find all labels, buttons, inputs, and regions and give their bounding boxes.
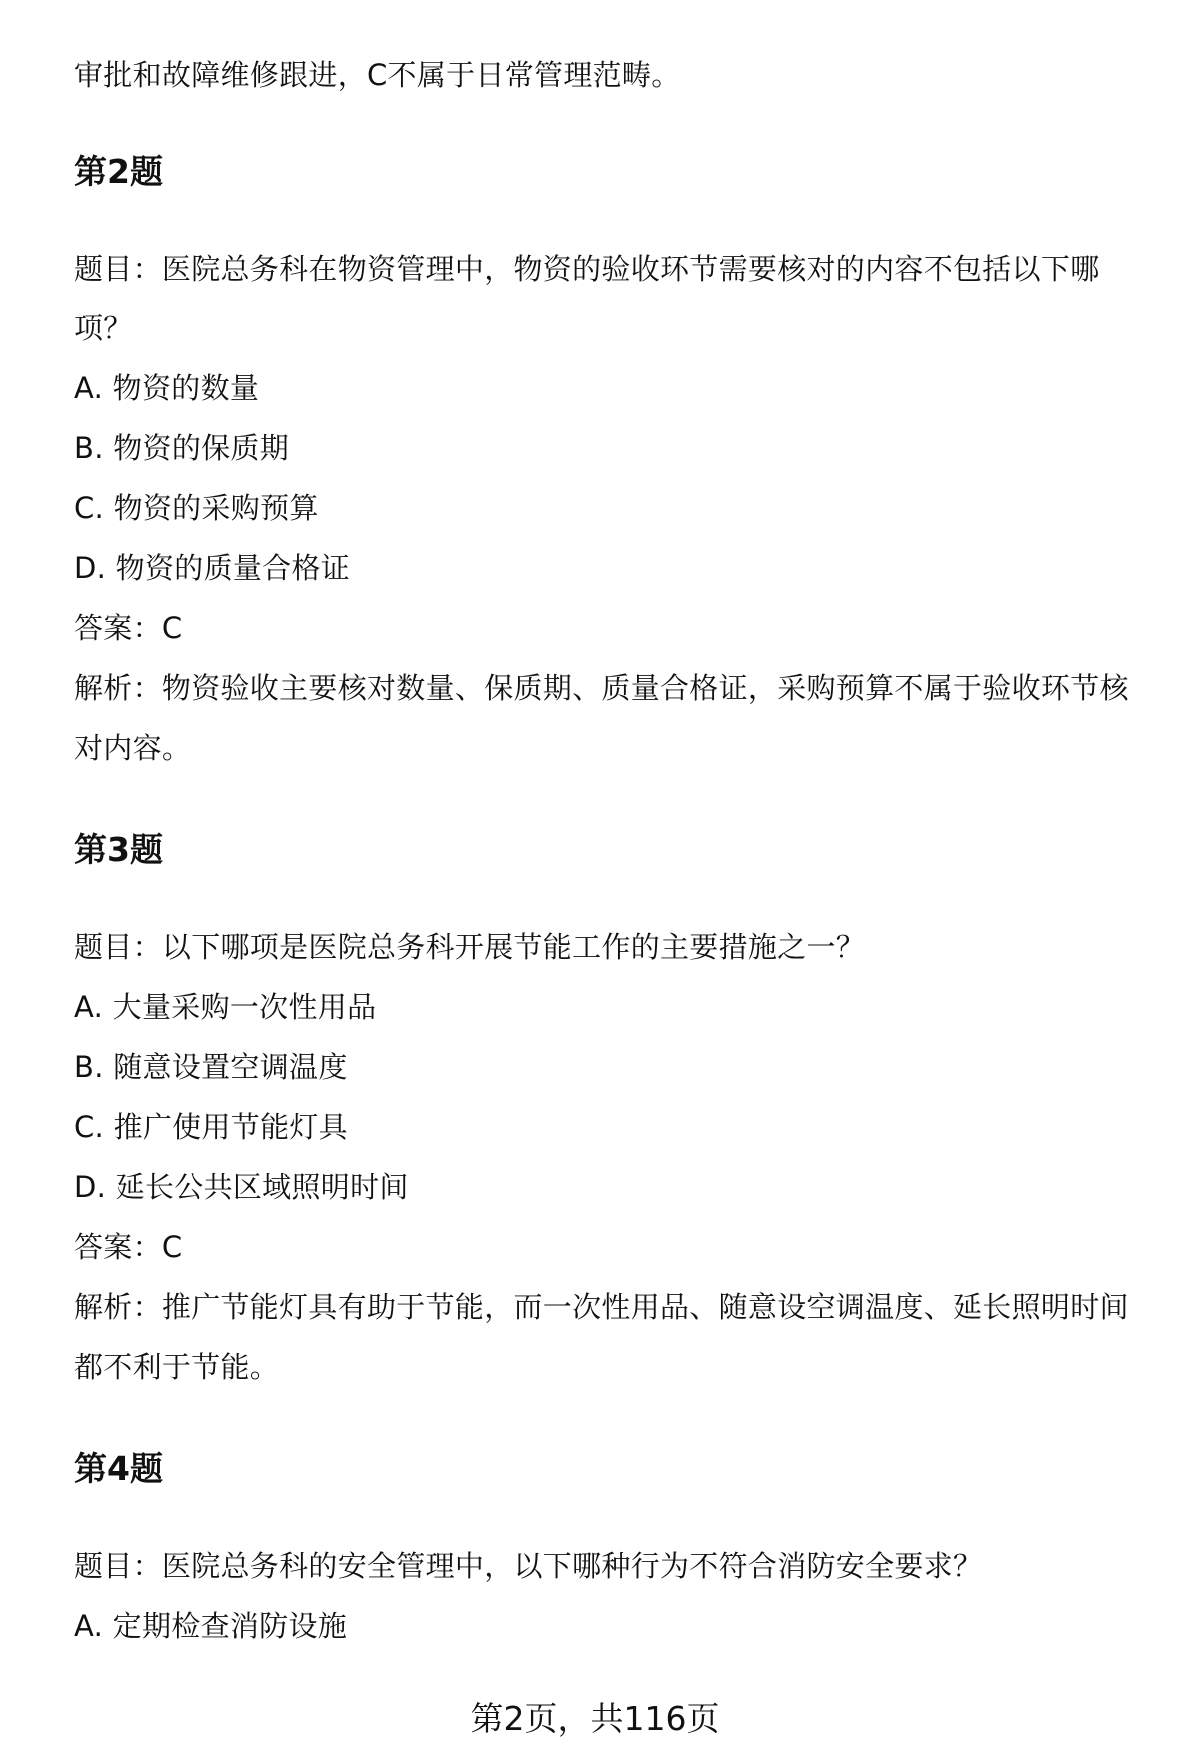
question-3-analysis-line-2: 都不利于节能。 (74, 1350, 280, 1384)
question-4-stem-line-1: 题目：医院总务科的安全管理中，以下哪种行为不符合消防安全要求？ (74, 1549, 983, 1583)
question-3-stem-line-1: 题目：以下哪项是医院总务科开展节能工作的主要措施之一？ (74, 930, 866, 964)
question-2-option-c: C. 物资的采购预算 (74, 491, 319, 525)
question-2-option-b: B. 物资的保质期 (74, 431, 290, 465)
question-2-stem-line-1: 题目：医院总务科在物资管理中，物资的验收环节需要核对的内容不包括以下哪 (74, 252, 1100, 286)
intro-line: 审批和故障维修跟进，C不属于日常管理范畴。 (74, 58, 681, 92)
question-3-option-d: D. 延长公共区域照明时间 (74, 1170, 409, 1204)
question-3-title: 第3题 (74, 830, 163, 869)
question-3-option-b: B. 随意设置空调温度 (74, 1050, 348, 1084)
question-4-title: 第4题 (74, 1449, 163, 1488)
question-4-option-a: A. 定期检查消防设施 (74, 1609, 348, 1643)
question-2-option-a: A. 物资的数量 (74, 371, 260, 405)
question-3-analysis-line-1: 解析：推广节能灯具有助于节能，而一次性用品、随意设空调温度、延长照明时间 (74, 1290, 1129, 1324)
question-3-answer: 答案：C (74, 1230, 183, 1264)
question-3-option-c: C. 推广使用节能灯具 (74, 1110, 348, 1144)
question-2-answer: 答案：C (74, 611, 183, 645)
question-3-option-a: A. 大量采购一次性用品 (74, 990, 377, 1024)
question-2-analysis-line-1: 解析：物资验收主要核对数量、保质期、质量合格证，采购预算不属于验收环节核 (74, 671, 1129, 705)
question-2-stem-line-2: 项？ (74, 311, 133, 345)
question-2-title: 第2题 (74, 152, 163, 191)
question-2-analysis-line-2: 对内容。 (74, 731, 192, 765)
page-footer: 第2页，共116页 (470, 1699, 720, 1738)
question-2-option-d: D. 物资的质量合格证 (74, 551, 351, 585)
